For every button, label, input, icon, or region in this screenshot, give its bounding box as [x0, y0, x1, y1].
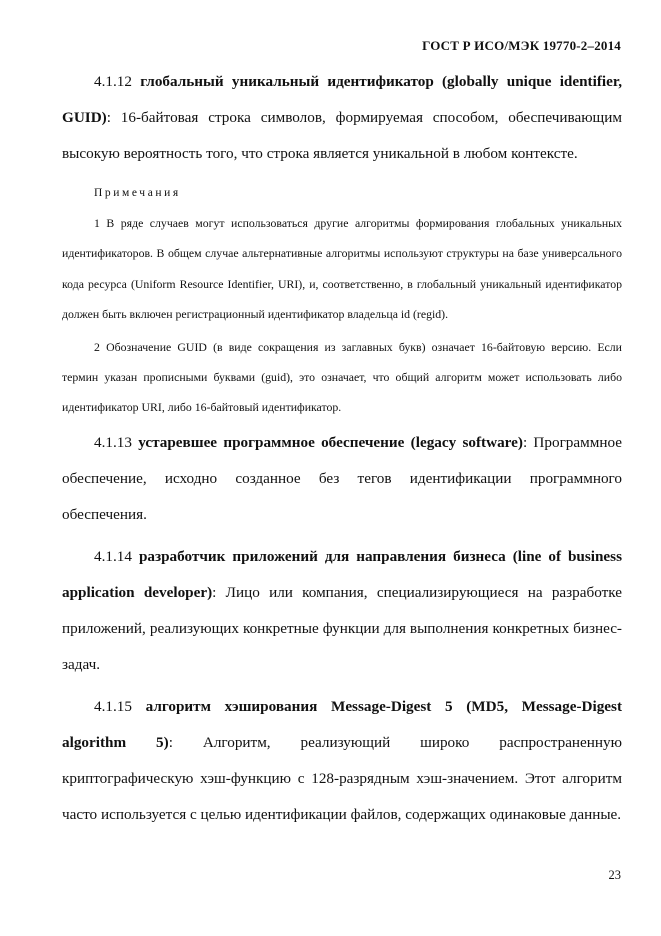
page-number: 23 [608, 868, 621, 882]
term-4-1-12 [62, 64, 622, 172]
term-definition: : Программное обеспечение, исходно созданное без тегов идентификации программного обеспечения. [62, 433, 623, 523]
term-number: 4.1.13 [94, 433, 132, 451]
note-1: 1 В ряде случаев могут использоваться другие алгоритмы формирования глобальных уникальных идентификаторов. В общем случае альтернативные алгоритмы используют структуры на базе универсального кода ресурса (Uniform Resource Identifier, URI), и, соответственно, в глобальный уникальный идентификатор должен быть включен регистрационный идентификатор владельца id (regid). [62, 216, 622, 322]
term-title: алгоритм хэширования Message-Digest 5 (MD5, Message-Digest algorithm 5) [62, 697, 623, 751]
term-number: 4.1.14 [94, 547, 132, 565]
term-definition: : Лицо или компания, специализирующиеся на разработке приложений, реализующих конкретные функции для выполнения конкретных бизнес-задач. [62, 583, 622, 673]
term-4-1-13 [62, 425, 622, 533]
term-4-1-14 [62, 539, 622, 683]
term-definition: : 16-байтовая строка символов, формируемая способом, обеспечивающим высокую вероятность того, что строка является уникальной в любом контексте. [62, 109, 622, 162]
term-definition: : Алгоритм, реализующий широко распространенную криптографическую хэш-функцию с 128-разрядным хэш-значением. Этот алгоритм часто используется с целью идентификации файлов, содержащих одинаковые данные. [62, 733, 622, 823]
term-4-1-15 [62, 689, 622, 833]
page-content [62, 64, 622, 839]
term-title: глобальный уникальный идентификатор (globally unique identifier, GUID) [62, 73, 622, 126]
term-title: устаревшее программное обеспечение (legacy software) [138, 433, 523, 451]
notes-title: Примечания [94, 187, 181, 199]
note-2: 2 Обозначение GUID (в виде сокращения из заглавных букв) означает 16-байтовую версию. Если термин указан прописными буквами (guid), это означает, что общий алгоритм может использовать либо идентификатор URI, либо 16-байтовый идентификатор. [62, 339, 622, 415]
term-number: 4.1.12 [94, 73, 132, 90]
term-title: разработчик приложений для направления бизнеса (line of business application developer) [62, 547, 622, 601]
term-number: 4.1.15 [94, 697, 132, 715]
document-header: ГОСТ Р ИСО/МЭК 19770-2–2014 [422, 38, 621, 53]
